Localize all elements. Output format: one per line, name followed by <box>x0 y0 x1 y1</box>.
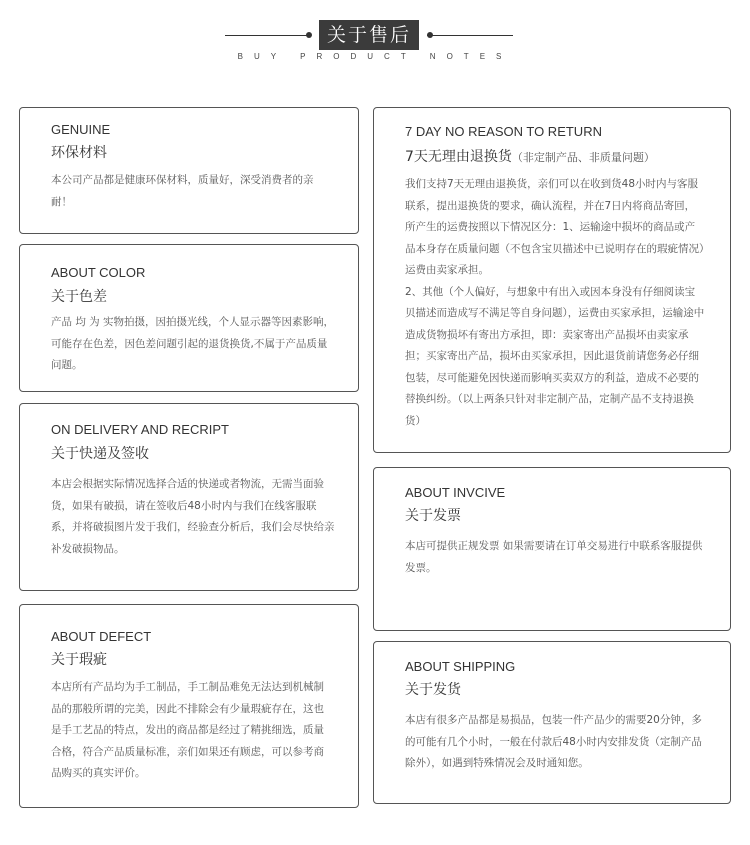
card-return-zh-main: 7天无理由退换货 <box>405 149 512 165</box>
card-return-zh-note: （非定制产品、非质量问题） <box>511 151 655 164</box>
card-invoice <box>373 467 731 631</box>
card-invoice-body: 本店可提供正规发票 如果需要请在订单交易进行中联系客服提供发票。 <box>405 540 703 574</box>
card-invoice-en-title: ABOUT INVCIVE <box>405 485 506 500</box>
card-delivery-en-title: ON DELIVERY AND RECRIPT <box>51 422 229 437</box>
card-delivery <box>19 403 359 591</box>
card-shipping-en-title: ABOUT SHIPPING <box>405 659 516 674</box>
card-return-body-para1: 我们支持7天无理由退换货，亲们可以在收到货48小时内与客服联系，提出退换货的要求，确认流程，并在7日内将商品寄回，所产生的运费按照以下情况区分：1、运输途中损坏的商品或产品本身存在质量问题（不包含宝贝描述中已说明存在的瑕疵情况）运费由卖家承担。 <box>405 178 705 276</box>
card-genuine-zh-title: 环保材料 <box>51 145 107 161</box>
card-color-body: 产品 均 为 实物拍摄，因拍摄光线，个人显示器等因素影响，可能存在色差，因色差问题引起的退货换货,不属于产品质量问题。 <box>51 316 335 371</box>
page-header <box>0 18 750 78</box>
card-shipping-zh-title: 关于发货 <box>405 682 461 698</box>
card-invoice-zh-title: 关于发票 <box>405 508 461 524</box>
card-genuine-en-title: GENUINE <box>51 122 111 137</box>
header-dot-left <box>306 32 312 38</box>
header-line-right <box>427 35 513 36</box>
card-defect <box>19 604 359 808</box>
card-color-zh-title: 关于色差 <box>51 289 107 305</box>
card-shipping-body: 本店有很多产品都是易损品，包装一件产品少的需要20分钟，多的可能有几个小时，一般在付款后48小时内安排发货（定制产品除外），如遇到特殊情况会及时通知您。 <box>405 714 702 769</box>
page-subtitle: BUY PRODUCT NOTES <box>237 52 513 61</box>
card-defect-en-title: ABOUT DEFECT <box>51 629 152 644</box>
card-return-body-para2: 2、其他（个人偏好，与想象中有出入或因本身没有仔细阅读宝贝描述而造成写不满足等自身问题），运费由买家承担，运输途中造成货物损坏有寄出方承担，即：卖家寄出产品损坏由卖家承担；买家寄出产品，损坏由买家承担，因此退货前请您务必仔细包装，尽可能避免因快递而影响买卖双方的利益，造成不必要的替换纠纷。（以上两条只针对非定制产品，定制产品不支持退换货） <box>405 285 705 427</box>
card-return-body <box>405 174 705 432</box>
card-defect-zh-title: 关于瑕疵 <box>51 652 107 668</box>
card-genuine <box>19 107 359 234</box>
card-delivery-zh-title: 关于快递及签收 <box>51 446 149 462</box>
header-line-left <box>225 35 311 36</box>
card-color <box>19 244 359 392</box>
card-return <box>373 107 731 453</box>
card-return-en-title: 7 DAY NO REASON TO RETURN <box>405 124 602 139</box>
card-defect-body: 本店所有产品均为手工制品，手工制品难免无法达到机械制品的那般所谓的完美，因此不排除会有少量瑕疵存在，这也是手工艺品的特点，发出的商品都是经过了精挑细选，质量合格，符合产品质量标准，亲们如果还有顾虑，可以参考商品购买的真实评价。 <box>51 681 324 779</box>
card-genuine-body: 本公司产品都是健康环保材料，质量好，深受消费者的亲耐！ <box>51 174 314 208</box>
card-shipping <box>373 641 731 804</box>
card-return-zh-title <box>405 146 655 166</box>
page-title: 关于售后 <box>319 20 419 50</box>
card-delivery-body: 本店会根据实际情况选择合适的快递或者物流，无需当面验货，如果有破损，请在签收后48小时内与我们在线客服联系，并将破损图片发于我们，经验查分析后，我们会尽快给亲补发破损物品。 <box>51 478 335 555</box>
card-color-en-title: ABOUT COLOR <box>51 265 146 280</box>
